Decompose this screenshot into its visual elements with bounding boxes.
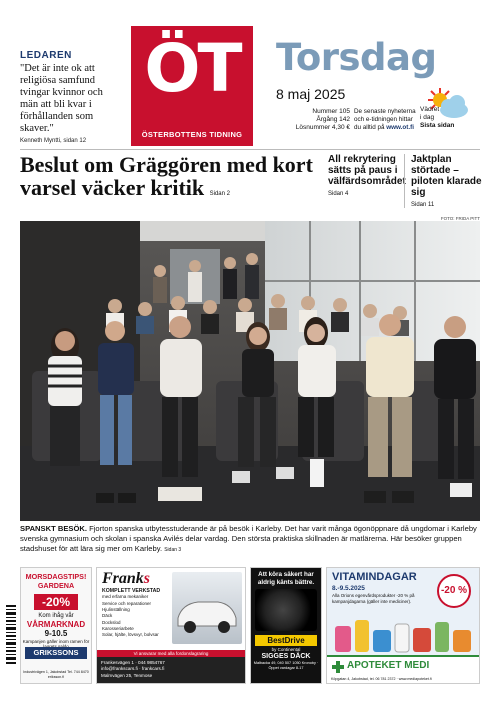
- newspaper-logo[interactable]: [131, 26, 253, 146]
- ad-sub: med erfarna mekaniker: [102, 594, 149, 599]
- digital-info: [354, 108, 416, 132]
- date: 8 maj 2025: [276, 86, 346, 102]
- car-image: [172, 572, 242, 644]
- editorial-byline: Kenneth Myntti, sidan 12: [20, 138, 87, 144]
- products-image: [333, 614, 475, 654]
- ad-line: Kom ihåg vår: [38, 613, 74, 619]
- students-group-photo: [20, 221, 480, 521]
- footer-line: info@frankscars.fi · frankcars.fi: [101, 666, 165, 672]
- ad-headline: Att köra säkert har aldrig känts bättre.: [257, 571, 315, 586]
- caption-page: Sidan 3: [164, 547, 182, 553]
- pharmacy-cross-icon: [332, 661, 344, 673]
- footer-line: Malmvägen 25, Tenmose: [101, 672, 153, 678]
- divider: [20, 149, 480, 150]
- section-label: LEDAREN: [20, 50, 72, 61]
- digital-text: De senaste nyheterna och e-tidningen hittar du alltid på: [354, 108, 416, 131]
- service-item: Dockslod: [102, 619, 121, 625]
- advertiser-logo: GRIKSSONS: [25, 647, 87, 659]
- ad-headline: VITAMINDAGAR: [332, 571, 417, 583]
- teaser-page: Sidan 4: [328, 191, 349, 197]
- advertiser-logo: APOTEKET MEDI: [347, 660, 430, 671]
- service-item: Service och reparationer: [102, 601, 152, 606]
- headline-page: Sidan 2: [209, 191, 230, 197]
- ad-small: Malbacka 49, 040 507 1050 Kronoby · Öppet vardagar 8-17: [253, 661, 319, 670]
- ad-headline: KOMPLETT VERKSTAD: [102, 588, 161, 594]
- discount-badge: -20 %: [437, 574, 471, 608]
- ad-address: Industrivägen 1, Jakobstad Tel. 744 8470 eriksson.fi: [23, 670, 89, 679]
- issue-year: Årgång 142: [316, 116, 350, 123]
- issue-info: [276, 108, 350, 132]
- barcode-icon: [6, 605, 16, 665]
- issue-number: Nummer 105: [312, 108, 350, 115]
- ad-banner: Vi ansvarar med alla fordonslagraring: [97, 650, 245, 658]
- main-photo[interactable]: [20, 221, 480, 521]
- advertiser-name: SIGGES DÄCK: [261, 653, 311, 660]
- teaser-title: All rekrytering sätts på paus i välfärdsområdet: [328, 154, 406, 187]
- weather-line: i dag: [420, 114, 435, 121]
- logo-name: ÖSTERBOTTENS TIDNING: [141, 130, 243, 139]
- service-item: Karosseriarbete: [102, 625, 134, 631]
- ad-franks[interactable]: [96, 567, 246, 684]
- ad-dates: 9-10.5: [44, 629, 68, 638]
- ad-address: Köpgatan 4, Jakobstad, tel. 06 781 2372 · www.mediapoteket.fi: [331, 677, 432, 681]
- teaser-recruitment[interactable]: [328, 154, 406, 197]
- headline-text: Beslut om Gräggören med kort varsel väcker kritik: [20, 152, 313, 200]
- main-headline[interactable]: [20, 153, 320, 206]
- ad-text: Alla Orions egenvårdsprodukter -20 % på kampanjdagarna (gäller inte mediciner).: [332, 593, 415, 604]
- car-icon: [172, 572, 242, 644]
- caption-lead: SPANSKT BESÖK.: [20, 524, 87, 533]
- editorial-quote: "Det är inte ok att religiösa samfund tvingar kvinnor och män att bli kvar i förhållanden som skaver.": [20, 63, 103, 134]
- ad-small: Kampanjen gäller inom ramen för: [22, 639, 90, 644]
- ad-apoteket[interactable]: [326, 567, 480, 684]
- weekday: Torsdag: [276, 36, 437, 79]
- digital-url[interactable]: www.ot.fi: [386, 124, 414, 131]
- ad-sigges[interactable]: [250, 567, 322, 684]
- caption-text: Fjorton spanska utbytesstuderande är på besök i Karleby. Det har varit många ögonöppnare då ungdomar i Karleby svenska gymnasium och skolan i spanska Avilés delar vardag. Den största praktiska skillnaden är matlärerna. Här besöker gruppen stadshuset för att lära sig mer om Karleby.: [20, 524, 477, 553]
- discount-badge: -20%: [34, 594, 78, 610]
- logo-letters: ÖT: [144, 30, 240, 107]
- service-item: Däck: [102, 613, 113, 619]
- teaser-jet-crash[interactable]: [404, 154, 482, 208]
- photo-caption: [20, 524, 480, 555]
- weather-teaser[interactable]: [420, 106, 454, 130]
- brand-part: Frank: [102, 570, 144, 587]
- ad-footer: [327, 655, 479, 683]
- ad-dates: 8.-9.5.2025: [332, 585, 365, 592]
- issue-price: Lösnummer 4,30 €: [295, 124, 350, 131]
- footer-line: Frankesvägen 1 · 044 9854767: [101, 660, 165, 665]
- service-item: Hjulinställning: [102, 607, 130, 613]
- tire-image: [255, 589, 317, 631]
- teaser-title: Jaktplan störtade – piloten klarade sig: [411, 154, 482, 198]
- brand-part: s: [143, 570, 151, 587]
- ad-sub: by Continental: [271, 647, 301, 652]
- ad-footer: [97, 657, 245, 683]
- weather-page: Sista sidan: [420, 122, 455, 129]
- service-item: Solar, hjälte, lövsvyr, bolvsar: [102, 632, 159, 638]
- teaser-page: Sidan 11: [411, 202, 435, 208]
- editorial-teaser[interactable]: [20, 50, 122, 144]
- weather-line: Vädret: [420, 106, 440, 113]
- ad-market: VÅRMARKNAD: [26, 620, 86, 629]
- bestdrive-logo: BestDrive: [255, 635, 317, 646]
- ad-gardena[interactable]: [20, 567, 92, 684]
- photo-credit: FOTO: FRIDA PITT: [440, 216, 480, 221]
- ad-headline: MORSDAGSTIPS! GARDENA: [25, 572, 87, 590]
